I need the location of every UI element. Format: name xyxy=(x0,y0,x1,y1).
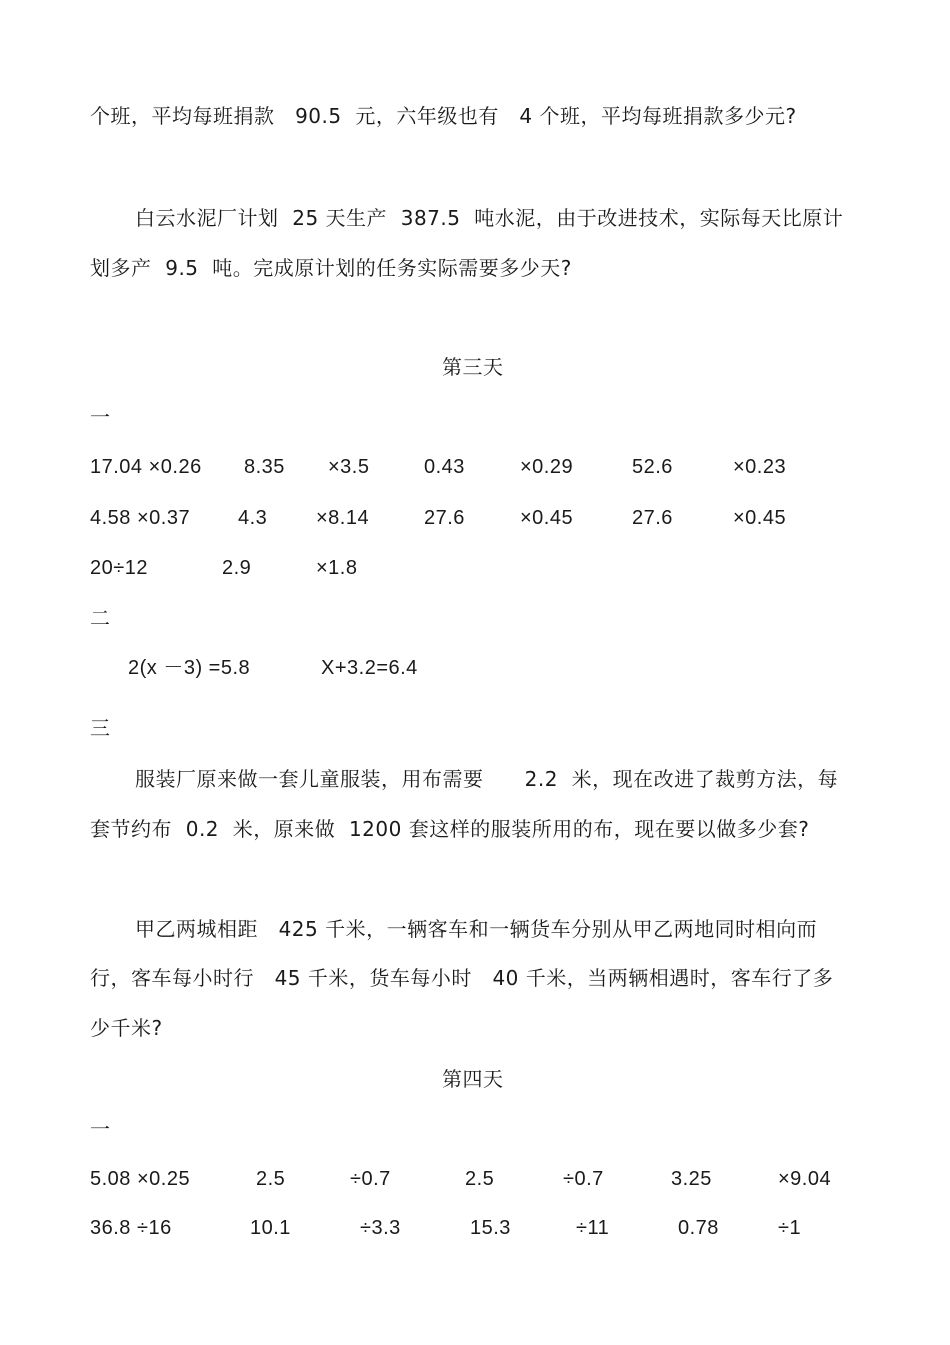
calc-item: ×1.8 xyxy=(316,557,358,579)
day-heading: 第三天 xyxy=(442,355,504,379)
calc-item: 2.5 xyxy=(256,1168,286,1190)
problem-text-line: 个班，平均每班捐款 90.5 元，六年级也有 4 个班，平均每班捐款多少元? xyxy=(90,104,797,128)
calc-item: ÷3.3 xyxy=(360,1217,401,1239)
equation: 2(x －3) =5.8 xyxy=(128,657,251,679)
calc-item: 4.3 xyxy=(238,507,268,529)
calc-item: ×0.29 xyxy=(520,456,574,478)
calc-item: 27.6 xyxy=(424,507,465,529)
problem-text-line: 甲乙两城相距 425 千米，一辆客车和一辆货车分别从甲乙两地同时相向而 xyxy=(135,917,818,941)
problem-text-line: 行，客车每小时行 45 千米，货车每小时 40 千米，当两辆相遇时，客车行了多 xyxy=(90,966,834,990)
calc-item: ×0.45 xyxy=(733,507,787,529)
calc-item: 0.78 xyxy=(678,1217,719,1239)
section-label: 二 xyxy=(90,606,111,630)
calc-item: ÷0.7 xyxy=(563,1168,604,1190)
calc-item: 20÷12 xyxy=(90,557,148,579)
calc-item: 2.9 xyxy=(222,557,252,579)
problem-text-line: 少千米? xyxy=(90,1016,163,1040)
calc-item: 15.3 xyxy=(470,1217,511,1239)
calc-item: 17.04 ×0.26 xyxy=(90,456,202,478)
calc-item: 52.6 xyxy=(632,456,673,478)
calc-item: ×0.45 xyxy=(520,507,574,529)
calc-item: 0.43 xyxy=(424,456,465,478)
calc-item: 3.25 xyxy=(671,1168,712,1190)
calc-item: 4.58 ×0.37 xyxy=(90,507,191,529)
calc-item: 2.5 xyxy=(465,1168,495,1190)
calc-item: 8.35 xyxy=(244,456,285,478)
calc-item: ÷1 xyxy=(778,1217,802,1239)
problem-text-line: 套节约布 0.2 米，原来做 1200 套这样的服装所用的布，现在要以做多少套? xyxy=(90,817,810,841)
calc-item: ×0.23 xyxy=(733,456,787,478)
calc-item: 10.1 xyxy=(250,1217,291,1239)
section-label: 一 xyxy=(90,1117,111,1141)
day-heading: 第四天 xyxy=(442,1067,504,1091)
problem-text-line: 服装厂原来做一套儿童服装，用布需要 2.2 米，现在改进了裁剪方法，每 xyxy=(135,767,839,791)
calc-item: ×3.5 xyxy=(328,456,370,478)
problem-text-line: 划多产 9.5 吨。完成原计划的任务实际需要多少天? xyxy=(90,256,572,280)
calc-item: ×8.14 xyxy=(316,507,370,529)
calc-item: 5.08 ×0.25 xyxy=(90,1168,191,1190)
problem-text-line: 白云水泥厂计划 25 天生产 387.5 吨水泥，由于改进技术，实际每天比原计 xyxy=(135,206,844,230)
section-label: 一 xyxy=(90,405,111,429)
calc-item: 36.8 ÷16 xyxy=(90,1217,172,1239)
calc-item: ÷11 xyxy=(576,1217,610,1239)
calc-item: ÷0.7 xyxy=(350,1168,391,1190)
calc-item: ×9.04 xyxy=(778,1168,832,1190)
equation: X+3.2=6.4 xyxy=(321,657,418,679)
calc-item: 27.6 xyxy=(632,507,673,529)
section-label: 三 xyxy=(90,716,111,740)
